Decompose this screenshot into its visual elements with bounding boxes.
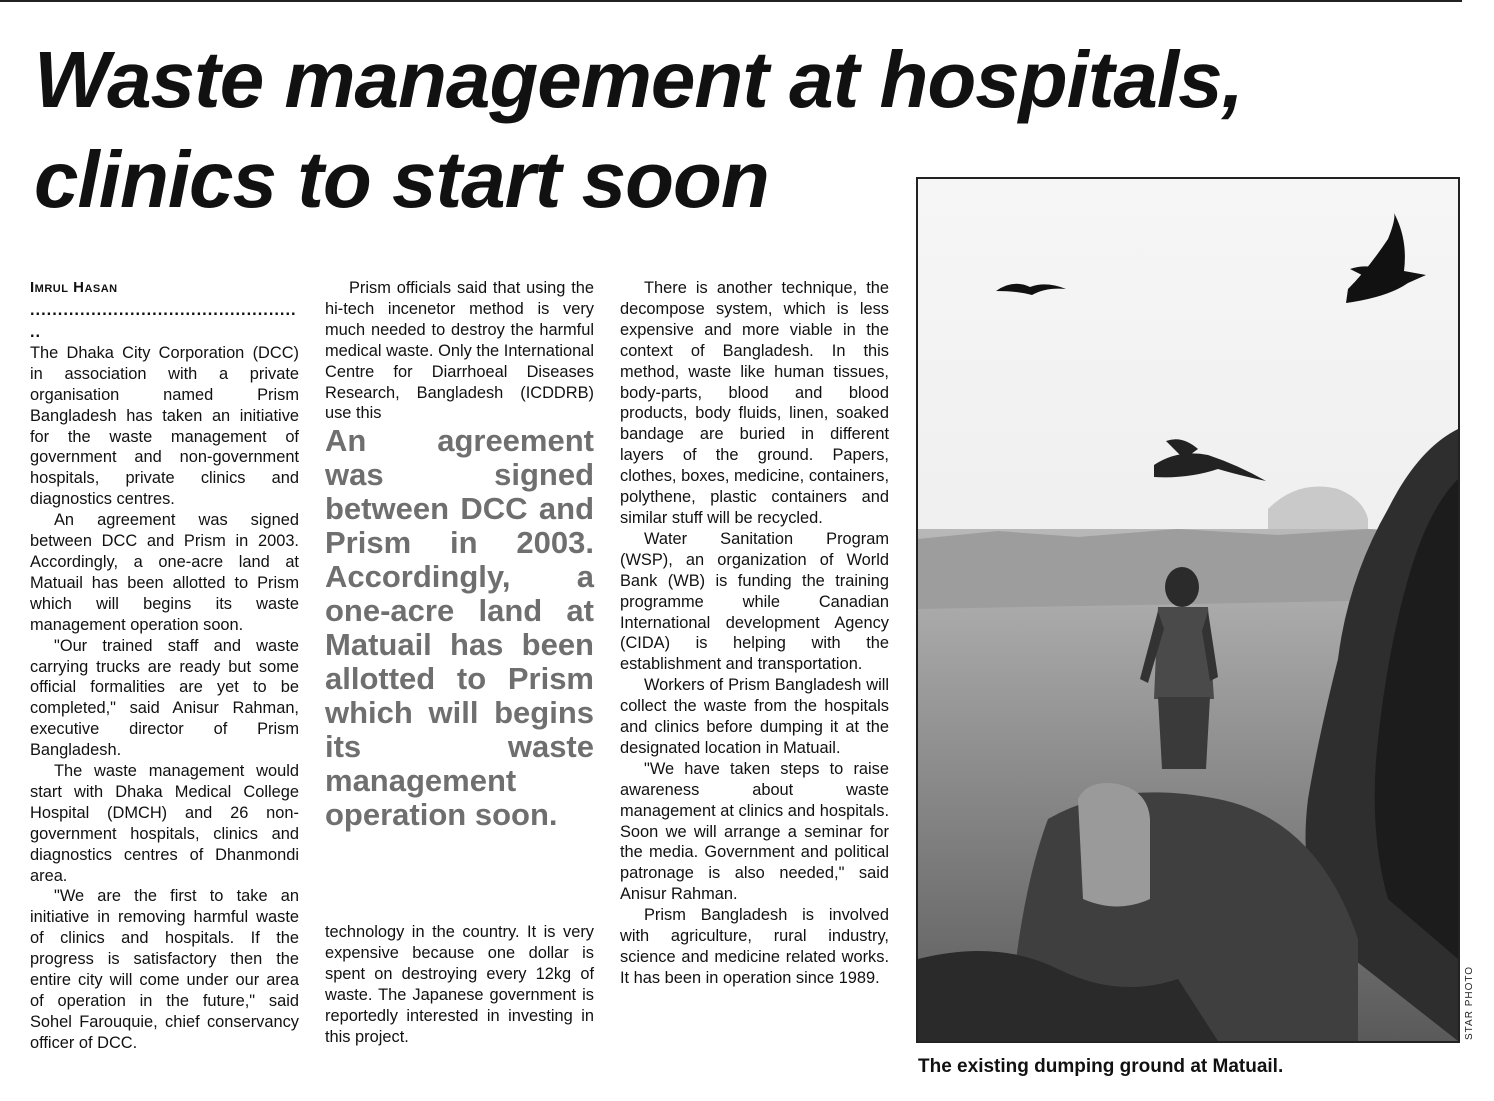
article-column-2 — [325, 278, 594, 832]
news-photo — [916, 177, 1460, 1043]
paragraph: Water Sanitation Program (WSP), an organization of World Bank (WB) is funding the training programme while Canadian International development Agency (CIDA) is helping with the establishment and transportation. — [620, 529, 889, 674]
dumping-ground-illustration — [918, 179, 1458, 1041]
paragraph: The Dhaka City Corporation (DCC) in association with a private organisation named Prism Bangladesh has taken an initiative for the waste management of government and non-government hospitals, private clinics and diagnostics centres. — [30, 343, 299, 509]
paragraph: "We are the first to take an initiative in removing harmful waste of clinics and hospitals. If the progress is satisfactory then the entire city will come under our area of operation in the future," said Sohel Farouquie, chief conservancy officer of DCC. — [30, 887, 299, 1052]
pull-quote: An agreement was signed between DCC and Prism in 2003. Accordingly, a one-acre land at Matuail has been allotted to Prism which will begins its waste management operation soon. — [325, 423, 594, 833]
photo-caption: The existing dumping ground at Matuail. — [918, 1056, 1284, 1077]
paragraph: "We have taken steps to raise awareness about waste management at clinics and hospitals. Soon we will arrange a seminar for the media. Government and political patronage is also needed," said Anisur Rahman. — [620, 759, 889, 904]
stone — [1078, 783, 1150, 907]
paragraph: Prism officials said that using the hi-tech incenetor method is very much needed to destroy the harmful medical waste. Only the International Centre for Diarrhoeal Diseases Research, Bangladesh (ICDDRB) use this — [325, 279, 594, 423]
paragraph: Prism Bangladesh is involved with agriculture, rural industry, science and medicine related works. It has been in operation since 1989. — [620, 906, 889, 987]
paragraph: "Our trained staff and waste carrying trucks are ready but some official formalities are yet to be completed," said Anisur Rahman, executive director of Prism Bangladesh. — [30, 636, 299, 760]
photo-credit: STAR PHOTO — [1464, 965, 1475, 1040]
paragraph: technology in the country. It is very expensive because one dollar is spent on destroying every 12kg of waste. The Japanese government is reportedly interested in investing in this project. — [325, 923, 594, 1046]
byline-separator: ................................................ .. — [30, 300, 297, 341]
article-column-3 — [620, 278, 889, 989]
byline: Imrul Hasan — [30, 279, 118, 296]
top-rule — [0, 0, 1462, 2]
paragraph: The waste management would start with Dhaka Medical College Hospital (DMCH) and 26 non-government hospitals, clinics and diagnostics centres of Dhanmondi area. — [30, 762, 299, 885]
paragraph: An agreement was signed between DCC and Prism in 2003. Accordingly, a one-acre land at Matuail has been allotted to Prism which will begins its waste management operation soon. — [30, 511, 299, 634]
paragraph: There is another technique, the decompose system, which is less expensive and more viable in the context of Bangladesh. In this method, waste like human tissues, body-parts, blood and blood products, body fluids, linen, soaked bandage are buried in different layers of the ground. Papers, clothes, boxes, medicine, containers, polythene, plastic containers and similar stuff will be recycled. — [620, 279, 889, 527]
headline-line-1: Waste management at hospitals, — [34, 35, 1243, 124]
paragraph: Workers of Prism Bangladesh will collect the waste from the hospitals and clinics before dumping it at the designated location in Matuail. — [620, 676, 889, 757]
article-column-1 — [30, 278, 299, 1054]
headline-line-2: clinics to start soon — [34, 135, 769, 224]
article-column-2-continued — [325, 922, 594, 1047]
